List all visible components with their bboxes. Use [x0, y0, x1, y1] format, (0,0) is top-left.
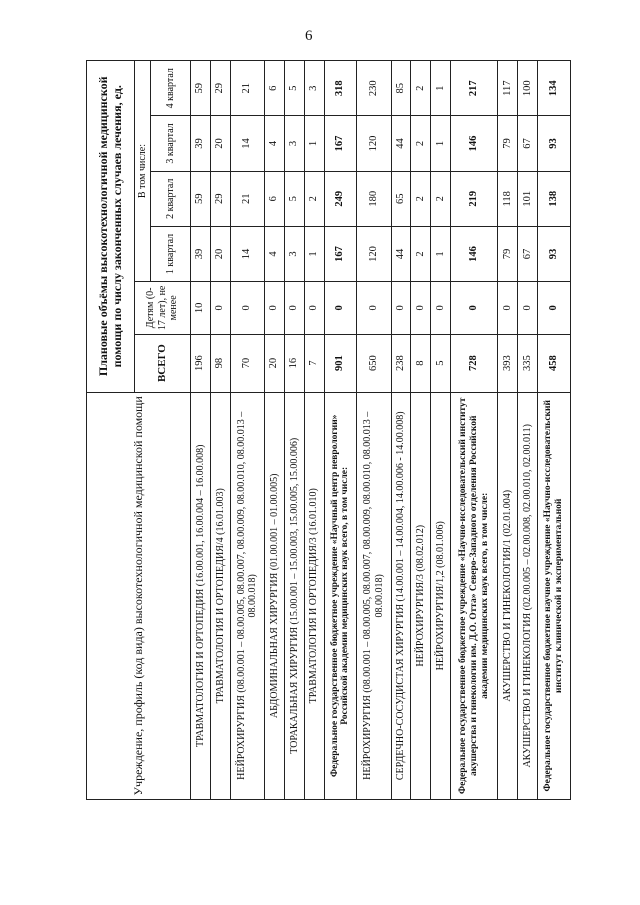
row-children: 0: [451, 282, 498, 334]
row-q4: 217: [451, 61, 498, 116]
header-q2: 2 квартал: [151, 171, 191, 226]
row-name: НЕЙРОХИРУРГИЯ/3 (08.02.012): [411, 392, 431, 799]
row-q4: 85: [391, 61, 411, 116]
row-name: АБДОМИНАЛЬНАЯ ХИРУРГИЯ (01.00.001 – 01.00.005): [265, 392, 285, 799]
row-name: Федеральное государственное бюджетное учреждение «Научно-исследовательский институт акушерства и гинекологии им. Д.О. Отта» Северо-Западного отделения Российской академии медицинских наук всего, в том числе:: [451, 392, 498, 799]
row-total: 335: [518, 334, 538, 392]
row-q2: 101: [518, 171, 538, 226]
row-q3: 120: [357, 116, 391, 171]
row-total: 901: [324, 334, 357, 392]
row-total: 196: [191, 334, 211, 392]
header-including: В том числе:: [135, 61, 151, 282]
row-name: ТРАВМАТОЛОГИЯ И ОРТОПЕДИЯ (16.00.001, 16.00.004 – 16.00.008): [191, 392, 211, 799]
header-q3: 3 квартал: [151, 116, 191, 171]
row-q3: 4: [265, 116, 285, 171]
row-q4: 1: [431, 61, 451, 116]
row-name: ТОРАКАЛЬНАЯ ХИРУРГИЯ (15.00.001 – 15.00.003, 15.00.005, 15.00.006): [284, 392, 304, 799]
row-total: 458: [538, 334, 571, 392]
row-total: 393: [498, 334, 518, 392]
row-q1: 79: [498, 226, 518, 281]
row-name: Федеральное государственное бюджетное учреждение «Научный центр неврологии» Российской академии медицинских наук всего, в том числе:: [324, 392, 357, 799]
row-q1: 67: [518, 226, 538, 281]
row-name: НЕЙРОХИРУРГИЯ (08.00.001 – 08.00.005, 08.00.007, 08.00.009, 08.00.010, 08.00.013 – 08.00.018): [230, 392, 264, 799]
row-name: НЕЙРОХИРУРГИЯ/1,2 (08.01.006): [431, 392, 451, 799]
row-q4: 59: [191, 61, 211, 116]
row-q1: 93: [538, 226, 571, 281]
row-q4: 6: [265, 61, 285, 116]
row-q1: 39: [191, 226, 211, 281]
row-children: 0: [230, 282, 264, 334]
row-q1: 3: [284, 226, 304, 281]
row-children: 0: [324, 282, 357, 334]
row-name: ТРАВМАТОЛОГИЯ И ОРТОПЕДИЯ/4 (16.01.003): [210, 392, 230, 799]
row-q3: 67: [518, 116, 538, 171]
row-q3: 1: [431, 116, 451, 171]
row-name: ТРАВМАТОЛОГИЯ И ОРТОПЕДИЯ/3 (16.01.010): [304, 392, 324, 799]
row-q3: 14: [230, 116, 264, 171]
row-q4: 2: [411, 61, 431, 116]
row-q2: 2: [304, 171, 324, 226]
row-children: 0: [431, 282, 451, 334]
row-q2: 6: [265, 171, 285, 226]
header-plan: Плановые объёмы высокотехнологичной медицинской помощи по числу законченных случаев лечения, ед.: [87, 61, 135, 393]
row-q3: 93: [538, 116, 571, 171]
table-row: [518, 61, 538, 800]
row-q2: 21: [230, 171, 264, 226]
header-q1: 1 квартал: [151, 226, 191, 281]
page-number: 6: [305, 28, 313, 44]
row-q1: 4: [265, 226, 285, 281]
row-name: СЕРДЕЧНО-СОСУДИСТАЯ ХИРУРГИЯ (14.00.001 – 14.00.004, 14.00.006 - 14.00.008): [391, 392, 411, 799]
row-children: 0: [210, 282, 230, 334]
row-q2: 138: [538, 171, 571, 226]
header-q4: 4 квартал: [151, 61, 191, 116]
row-total: 650: [357, 334, 391, 392]
row-children: 0: [357, 282, 391, 334]
row-children: 0: [498, 282, 518, 334]
row-q1: 14: [230, 226, 264, 281]
row-total: 20: [265, 334, 285, 392]
rotated-table-frame: [86, 60, 571, 800]
row-children: 0: [284, 282, 304, 334]
row-q4: 21: [230, 61, 264, 116]
volumes-table: [86, 60, 571, 800]
table-header: [87, 61, 191, 800]
row-q3: 39: [191, 116, 211, 171]
row-q3: 2: [411, 116, 431, 171]
table-row: [431, 61, 451, 800]
row-q3: 167: [324, 116, 357, 171]
row-q4: 3: [304, 61, 324, 116]
row-q4: 117: [498, 61, 518, 116]
table-row: [538, 61, 571, 800]
row-children: 0: [265, 282, 285, 334]
table-row: [265, 61, 285, 800]
table-row: [357, 61, 391, 800]
row-q2: 59: [191, 171, 211, 226]
row-q4: 29: [210, 61, 230, 116]
row-q3: 44: [391, 116, 411, 171]
row-q4: 318: [324, 61, 357, 116]
table-row: [451, 61, 498, 800]
row-q4: 5: [284, 61, 304, 116]
table-row: [324, 61, 357, 800]
row-q3: 79: [498, 116, 518, 171]
row-q3: 20: [210, 116, 230, 171]
row-q1: 2: [411, 226, 431, 281]
row-total: 728: [451, 334, 498, 392]
header-children: Детям (0-17 лет), не менее: [135, 282, 191, 334]
row-q3: 3: [284, 116, 304, 171]
row-q2: 5: [284, 171, 304, 226]
table-row: [210, 61, 230, 800]
row-total: 238: [391, 334, 411, 392]
row-q1: 167: [324, 226, 357, 281]
row-children: 0: [538, 282, 571, 334]
row-q1: 146: [451, 226, 498, 281]
table-row: [230, 61, 264, 800]
table-row: [284, 61, 304, 800]
row-q4: 230: [357, 61, 391, 116]
row-total: 16: [284, 334, 304, 392]
row-name: НЕЙРОХИРУРГИЯ (08.00.001 – 08.00.005, 08.00.007, 08.00.009, 08.00.010, 08.00.013 – 08.00.018): [357, 392, 391, 799]
row-q2: 249: [324, 171, 357, 226]
row-q1: 1: [431, 226, 451, 281]
table-row: [391, 61, 411, 800]
row-q2: 219: [451, 171, 498, 226]
header-total: ВСЕГО: [135, 334, 191, 392]
row-total: 8: [411, 334, 431, 392]
table-body: [191, 61, 571, 800]
row-q3: 146: [451, 116, 498, 171]
row-q1: 20: [210, 226, 230, 281]
table-row: [304, 61, 324, 800]
header-institution: Учреждение, профиль (код вида) высокотехнологичной медицинской помощи: [87, 392, 191, 799]
row-q4: 100: [518, 61, 538, 116]
row-q2: 65: [391, 171, 411, 226]
row-children: 10: [191, 282, 211, 334]
row-q3: 1: [304, 116, 324, 171]
row-children: 0: [518, 282, 538, 334]
table-row: [498, 61, 518, 800]
row-name: АКУШЕРСТВО И ГИНЕКОЛОГИЯ/1 (02.01.004): [498, 392, 518, 799]
row-name: АКУШЕРСТВО И ГИНЕКОЛОГИЯ (02.00.005 – 02.00.008, 02.00.010, 02.00.011): [518, 392, 538, 799]
row-children: 0: [411, 282, 431, 334]
row-total: 7: [304, 334, 324, 392]
row-total: 70: [230, 334, 264, 392]
row-q2: 2: [431, 171, 451, 226]
table-row: [191, 61, 211, 800]
row-q2: 118: [498, 171, 518, 226]
row-total: 98: [210, 334, 230, 392]
row-name: Федеральное государственное бюджетное научное учреждение «Научно-исследовательский институт клинической и экспериментальной: [538, 392, 571, 799]
row-q2: 180: [357, 171, 391, 226]
table-row: [411, 61, 431, 800]
row-q2: 29: [210, 171, 230, 226]
row-q2: 2: [411, 171, 431, 226]
row-q1: 1: [304, 226, 324, 281]
row-q1: 120: [357, 226, 391, 281]
row-children: 0: [304, 282, 324, 334]
row-q1: 44: [391, 226, 411, 281]
row-total: 5: [431, 334, 451, 392]
row-children: 0: [391, 282, 411, 334]
row-q4: 134: [538, 61, 571, 116]
